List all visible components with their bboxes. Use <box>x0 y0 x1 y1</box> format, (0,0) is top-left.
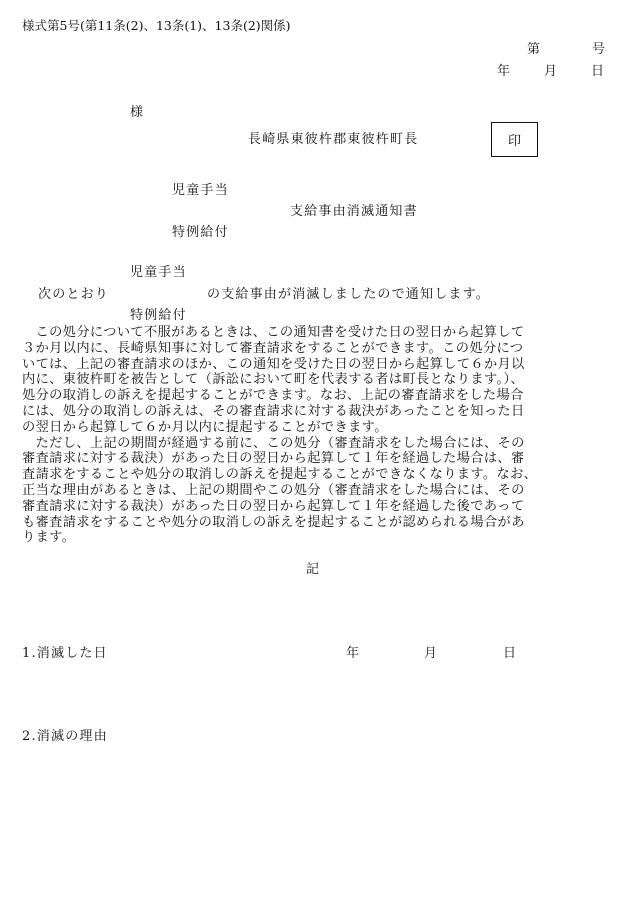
item1-day: 日 <box>503 646 517 661</box>
title-allowance-2: 特例給付 <box>172 225 229 240</box>
body-line: いては、上記の審査請求のほか、この通知を受けた日の翌日から起算して６か月以 <box>22 356 525 372</box>
body-line: ただし、上記の期間が経過する前に、この処分（審査請求をした場合には、その <box>22 435 525 451</box>
item1-label: 1.消滅した日 <box>22 646 108 661</box>
form-label: 様式第5号(第11条(2)、13条(1)、13条(2)関係) <box>22 18 291 33</box>
body-line: 正当な理由があるときは、上記の期間やこの処分（審査請求をした場合には、その <box>22 482 525 498</box>
body-line: 処分の取消しの訴えを提起することができます。なお、上記の審査請求をした場合 <box>22 388 524 404</box>
appeal-notice-paragraph <box>22 325 610 546</box>
body-line: この処分について不服があるときは、この通知書を受けた日の翌日から起算して <box>22 325 525 340</box>
body-line: 審査請求に対する裁決）があった日の翌日から起算して１年を経過した後であって <box>22 498 525 514</box>
body-line: 査請求をすることや処分の取消しの訴えを提起することができなくなります。なお、 <box>22 467 538 483</box>
notice-allowance-1: 児童手当 <box>130 265 187 280</box>
date-year: 年 <box>497 64 511 79</box>
title-allowance-1: 児童手当 <box>172 183 229 198</box>
number-suffix: 号 <box>592 42 606 57</box>
body-line: 審査請求に対する裁決）があった日の翌日から起算して１年を経過した場合は、審 <box>22 451 525 467</box>
issuer-name: 長崎県東彼杵郡東彼杵町長 <box>248 132 419 147</box>
number-prefix: 第 <box>527 42 541 57</box>
item2-label: 2.消滅の理由 <box>22 729 108 744</box>
body-line: の翌日から起算して６か月以内に提起することができます。 <box>22 419 388 435</box>
item1-year: 年 <box>346 646 360 661</box>
body-line: も審査請求をすることや処分の取消しの訴えを提起することが認められる場合があ <box>22 514 525 530</box>
notice-allowance-2: 特例給付 <box>130 308 187 323</box>
seal-label: 印 <box>507 134 521 149</box>
date-day: 日 <box>591 64 605 79</box>
ki-heading: 記 <box>306 562 320 577</box>
body-line: ります。 <box>22 530 76 546</box>
body-line: 内に、東彼杵町を被告として（訴訟において町を代表する者は町長となります。）、 <box>22 372 525 388</box>
document-title: 支給事由消滅通知書 <box>290 204 418 219</box>
body-line: ３か月以内に、長崎県知事に対して審査請求をすることができます。この処分につ <box>22 340 524 356</box>
seal-box <box>491 122 538 157</box>
date-month: 月 <box>544 64 558 79</box>
body-line: には、処分の取消しの訴えは、その審査請求に対する裁決があったことを知った日 <box>22 403 525 419</box>
notice-lead: 次のとおり <box>38 287 110 302</box>
addressee-suffix: 様 <box>130 105 144 120</box>
item1-month: 月 <box>424 646 438 661</box>
notice-text: の支給事由が消滅しましたので通知します。 <box>207 287 490 302</box>
